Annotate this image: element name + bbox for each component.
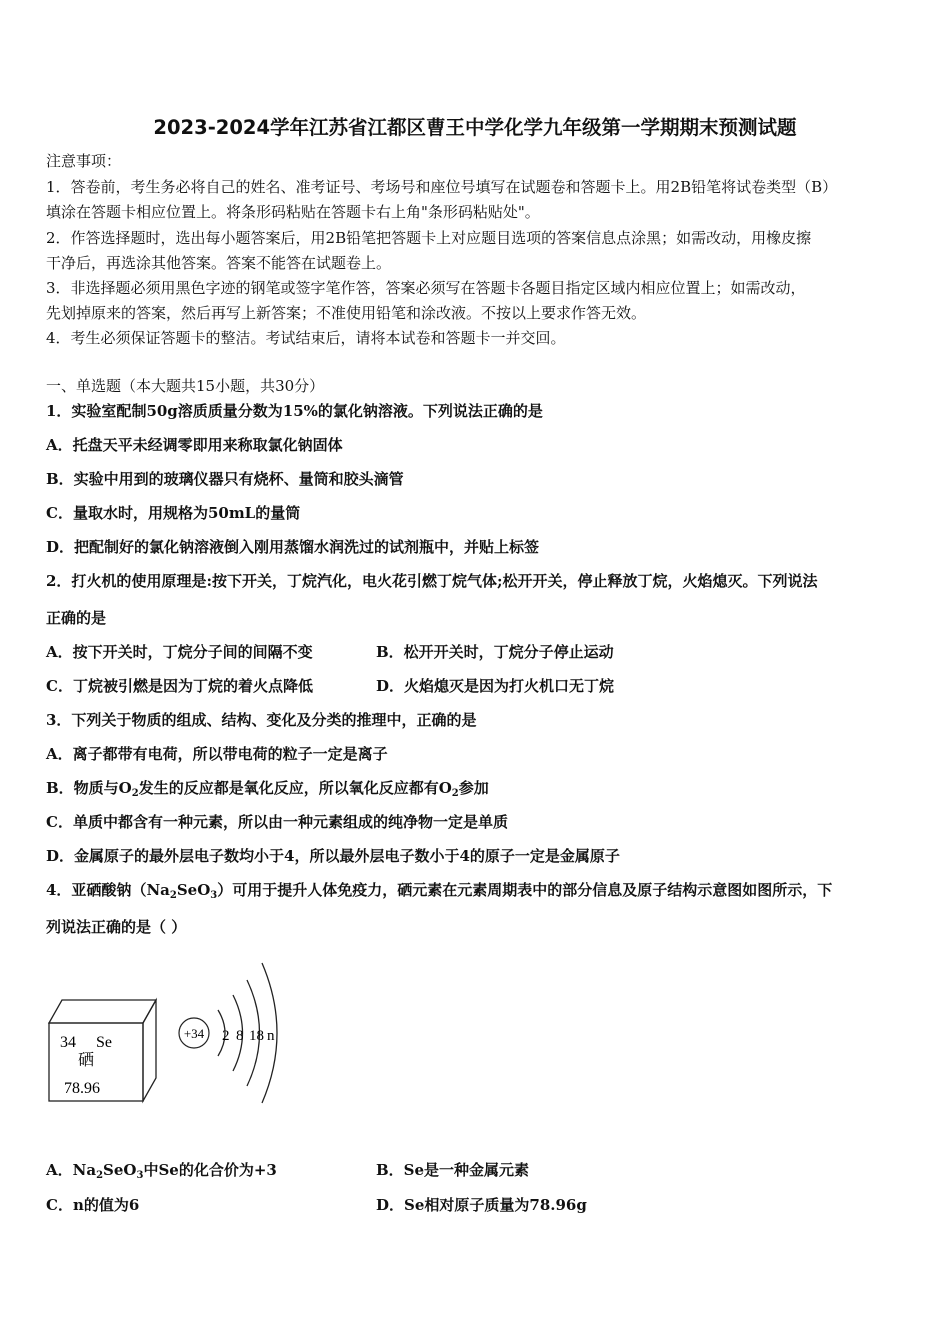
shell-electrons: n <box>267 1028 275 1044</box>
shell-electrons: 18 <box>249 1028 264 1044</box>
notice-line: 先划掉原来的答案，然后再写上新答案；不准使用铅笔和涂改液。不按以上要求作答无效。 <box>46 304 647 322</box>
question-2-option-d: D．火焰熄灭是因为打火机口无丁烷 <box>376 677 615 695</box>
question-4-stem: 4．亚硒酸钠$(Na_2SeO_3)$可用于提升人体免疫力，硒元素在元素周期表中的部分信息及原子结构示意图如图所示，下 <box>46 881 833 901</box>
notice-line: 2．作答选择题时，选出每小题答案后，用2B铅笔把答题卡上对应题目选项的答案信息点涂黑；如需改动，用橡皮擦 <box>46 229 812 247</box>
question-1-stem: 1．实验室配制50g溶质质量分数为15%的氯化钠溶液。下列说法正确的是 <box>46 402 543 420</box>
shell-electrons: 8 <box>236 1028 244 1044</box>
question-4-stem-cont: 列说法正确的是（ ） <box>46 918 187 936</box>
question-4-option-c: C．n的值为6 <box>46 1196 140 1214</box>
question-1-option-c: C．量取水时，用规格为50mL的量筒 <box>46 504 301 522</box>
atomic-number: 34 <box>60 1034 76 1051</box>
notice-line: 4．考生必须保证答题卡的整洁。考试结束后，请将本试卷和答题卡一并交回。 <box>46 329 566 347</box>
notice-line: 1．答卷前，考生务必将自己的姓名、准考证号、考场号和座位号填写在试题卷和答题卡上。用2B铅笔将试卷类型（B） <box>46 178 838 196</box>
element-symbol: Se <box>96 1034 112 1051</box>
question-2-stem: 2．打火机的使用原理是:按下开关，丁烷汽化，电火花引燃丁烷气体;松开开关，停止释放丁烷，火焰熄灭。下列说法 <box>46 572 818 590</box>
atomic-mass: 78.96 <box>64 1080 100 1097</box>
question-2-option-b: B．松开开关时，丁烷分子停止运动 <box>376 643 614 661</box>
notice-line: 干净后，再选涂其他答案。答案不能答在试题卷上。 <box>46 254 392 272</box>
selenium-figure <box>40 955 300 1115</box>
question-4-option-b: B．Se是一种金属元素 <box>376 1161 530 1179</box>
question-2-option-c: C．丁烷被引燃是因为丁烷的着火点降低 <box>46 677 313 695</box>
question-1-option-d: D．把配制好的氯化钠溶液倒入刚用蒸馏水润洗过的试剂瓶中，并贴上标签 <box>46 538 540 556</box>
shell-electrons: 2 <box>222 1028 230 1044</box>
question-3-option-d: D．金属原子的最外层电子数均小于4，所以最外层电子数小于4的原子一定是金属原子 <box>46 847 620 865</box>
nucleus-charge: +34 <box>183 1026 205 1041</box>
notice-line: 填涂在答题卡相应位置上。将条形码粘贴在答题卡右上角"条形码粘贴处"。 <box>46 203 540 221</box>
question-3-stem: 3．下列关于物质的组成、结构、变化及分类的推理中，正确的是 <box>46 711 477 729</box>
page-title: 2023-2024学年江苏省江都区曹王中学化学九年级第一学期期末预测试题 <box>153 116 797 139</box>
element-name: 硒 <box>78 1052 95 1069</box>
question-2-option-a: A．按下开关时，丁烷分子间的间隔不变 <box>46 643 313 661</box>
question-4-option-a: A．$Na_2SeO_3$中Se的化合价为+3 <box>46 1161 277 1181</box>
question-4-option-d: D．Se相对原子质量为78.96g <box>376 1196 587 1214</box>
notice-heading: 注意事项： <box>46 152 122 170</box>
notice-line: 3．非选择题必须用黑色字迹的钢笔或签字笔作答，答案必须写在答题卡各题目指定区域内相应位置上；如需改动， <box>46 279 806 297</box>
question-2-stem-cont: 正确的是 <box>46 609 107 627</box>
question-3-option-c: C．单质中都含有一种元素，所以由一种元素组成的纯净物一定是单质 <box>46 813 508 831</box>
section-heading: 一、单选题（本大题共15小题，共30分） <box>46 377 325 395</box>
question-1-option-a: A．托盘天平未经调零即用来称取氯化钠固体 <box>46 436 343 454</box>
question-3-option-a: A．离子都带有电荷，所以带电荷的粒子一定是离子 <box>46 745 388 763</box>
question-1-option-b: B．实验中用到的玻璃仪器只有烧杯、量筒和胶头滴管 <box>46 470 404 488</box>
periodic-cell <box>49 1000 156 1101</box>
question-3-option-b: B．物质与$O_2$发生的反应都是氧化反应，所以氧化反应都有$O_2$参加 <box>46 779 489 799</box>
atom-structure-diagram <box>179 963 277 1103</box>
